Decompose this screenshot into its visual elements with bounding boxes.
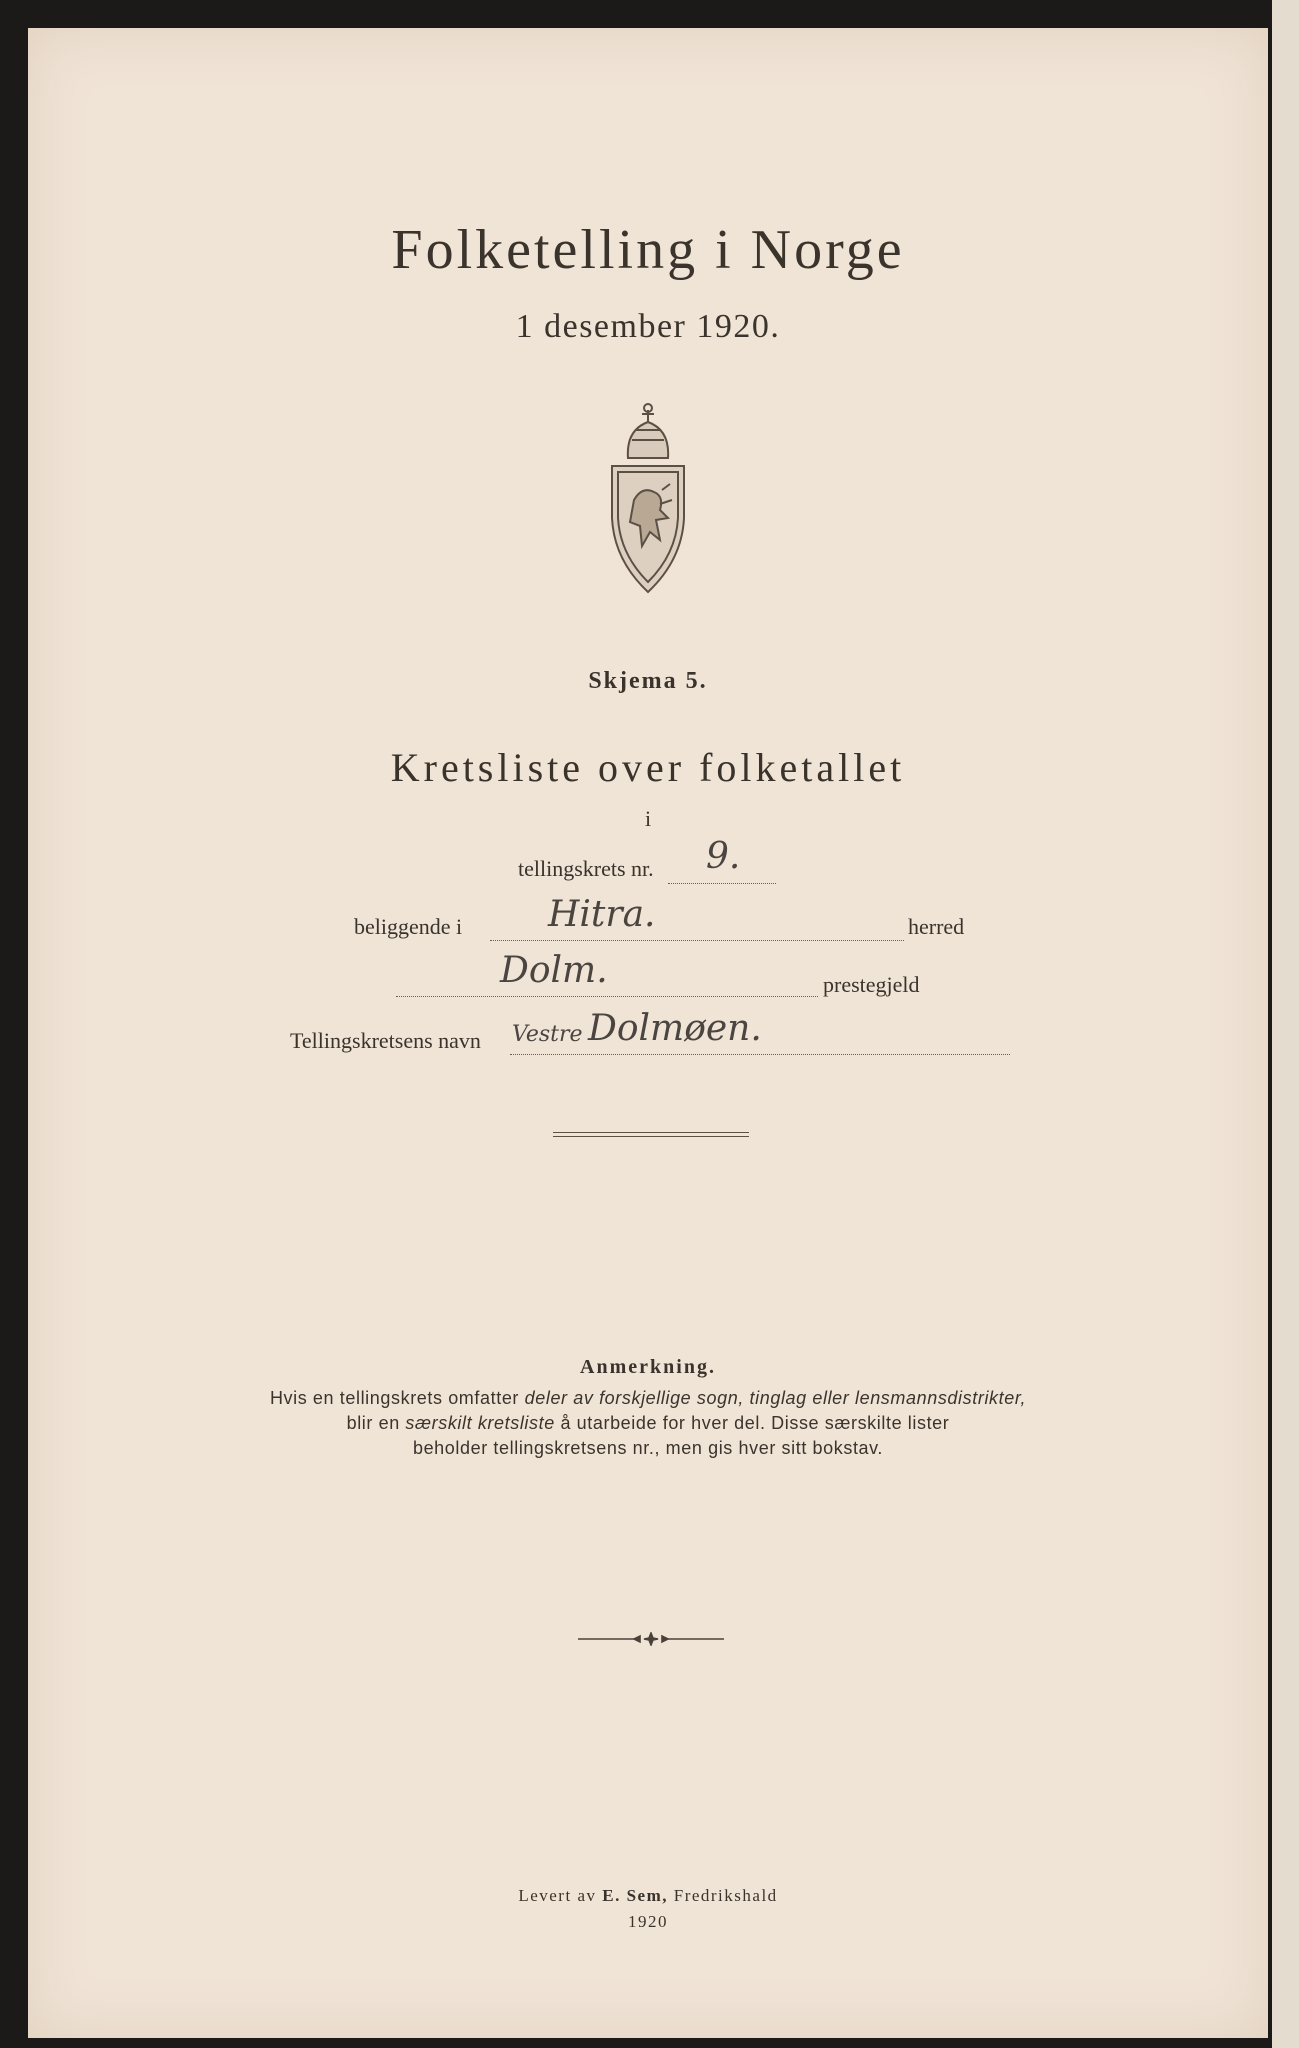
krets-number-value: 9. <box>706 836 741 877</box>
district-name-line <box>510 1054 1010 1055</box>
note-title: Anmerkning. <box>580 1356 716 1378</box>
district-name-prefix: Vestre <box>512 1022 583 1047</box>
municipality-value: Hitra. <box>548 894 656 935</box>
ornament-divider-icon <box>576 1632 726 1646</box>
district-name-value: Dolmøen. <box>588 1008 762 1049</box>
section-divider <box>553 1132 749 1137</box>
parish-value: Dolm. <box>500 950 608 991</box>
district-name-label: Tellingskretsens navn <box>290 1028 481 1053</box>
coat-of-arms-icon <box>598 400 698 600</box>
krets-number-line <box>668 883 776 884</box>
municipality-line <box>490 940 904 941</box>
census-form-page <box>28 28 1268 2038</box>
herred-label: herred <box>908 914 965 939</box>
printer-credit: Levert av E. Sem, Fredrikshald <box>518 1886 778 1905</box>
scan-edge <box>1272 0 1299 2048</box>
parish-line <box>396 996 818 997</box>
printer-year: 1920 <box>628 1912 668 1931</box>
note-line-2: blir en særskilt kretsliste å utarbeide for hver del. Disse særskilte lister <box>346 1413 950 1433</box>
document-date: 1 desember 1920. <box>515 308 781 345</box>
schema-number: Skjema 5. <box>588 668 708 694</box>
note-line-1: Hvis en tellingskrets omfatter deler av forskjellige sogn, tinglag eller lensmannsdistrikter, <box>269 1388 1027 1408</box>
note-line-3: beholder tellingskretsens nr., men gis hver sitt bokstav. <box>412 1438 884 1458</box>
krets-number-label: tellingskrets nr. <box>518 856 654 881</box>
list-heading: Kretsliste over folketallet <box>390 745 906 790</box>
municipality-label: beliggende i <box>354 914 463 939</box>
preposition: i <box>644 806 652 831</box>
parish-label: prestegjeld <box>823 972 920 997</box>
document-title: Folketelling i Norge <box>391 219 905 281</box>
